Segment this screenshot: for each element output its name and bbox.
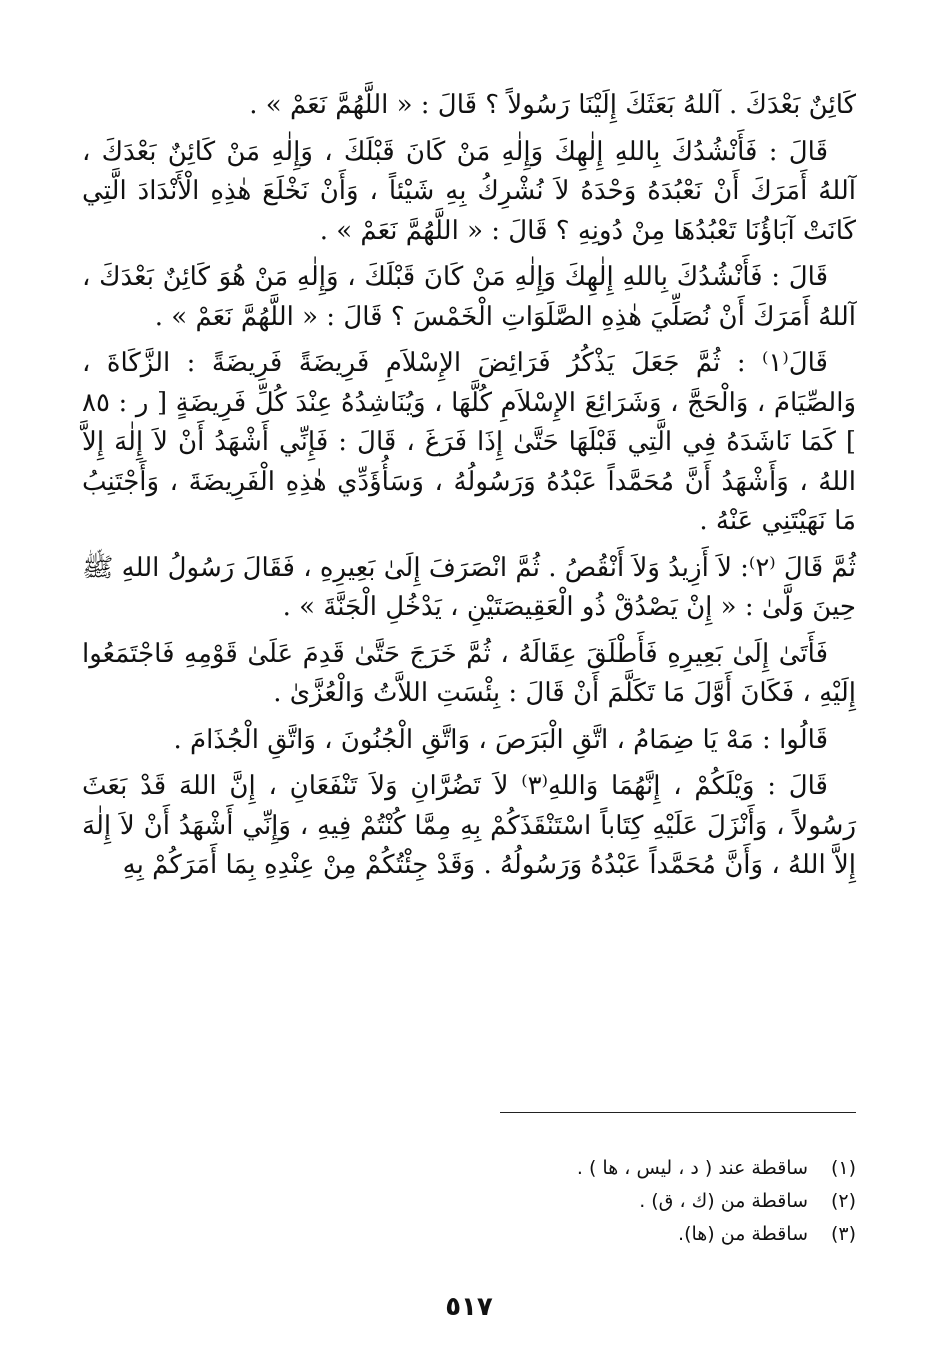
footnote-text: ساقطة من (ها). — [678, 1223, 808, 1245]
footnote-text: ساقطة من (ك ، ق) . — [639, 1190, 808, 1212]
paragraph: كَائِنٌ بَعْدَكَ . آللهُ بَعَثَكَ إِلَيْنَا رَسُولاً ؟ قَالَ : « اللَّهُمَّ نَعَمْ » . — [249, 90, 856, 120]
page-number: ٥١٧ — [445, 1292, 493, 1322]
footnote — [296, 1152, 856, 1185]
paragraph: قَالَ : فَأَنْشُدُكَ بِاللهِ إِلٰهِكَ وَإِلٰهِ مَنْ كَانَ قَبْلَكَ ، وَإِلٰهِ مَنْ هُوَ كَائِنٌ بَعْدَكَ ، آللهُ أَمَرَكَ أَنْ نُصَلِّيَ هٰذِهِ الصَّلَوَاتِ الْخَمْسَ ؟ قَالَ : « اللَّهُمَّ نَعَمْ » . — [82, 262, 856, 332]
paragraph: فَأَتَىٰ إِلَىٰ بَعِيرِهِ فَأَطْلَقَ عِقَالَهُ ، ثُمَّ خَرَجَ حَتَّىٰ قَدِمَ عَلَىٰ قَوْمِهِ فَاجْتَمَعُوا إِلَيْهِ ، فَكَانَ أَوَّلَ مَا تَكَلَّمَ أَنْ قَالَ : بِئْسَتِ اللاَّتُ وَالْعُزَّىٰ . — [82, 638, 856, 708]
main-text — [82, 86, 856, 893]
footnote-number: (٢) — [830, 1190, 856, 1212]
footnotes — [296, 1152, 856, 1251]
footnote-number: (١) — [830, 1157, 856, 1179]
paragraph: قَالَ⁽١⁾ : ثُمَّ جَعَلَ يَذْكُرُ فَرَائِضَ الإِسْلاَمِ فَرِيضَةً فَرِيضَةً : الزَّكَاةَ ، وَالصِّيَامَ ، وَالْحَجَّ ، وَشَرَائِعَ الإِسْلاَمِ كُلَّهَا ، وَيُنَاشِدُهُ عِنْدَ كُلِّ فَرِيضَةٍ [ ر : ٨٥ ] كَمَا نَاشَدَهُ فِي الَّتِي قَبْلَهَا حَتَّىٰ إِذَا فَرَغَ ، قَالَ : فَإِنِّي أَشْهَدُ أَنْ لاَ إِلٰهَ إِلاَّ اللهُ ، وَأَشْهَدُ أَنَّ مُحَمَّداً عَبْدُهُ وَرَسُولُهُ ، وَسَأُؤَدِّي هٰذِهِ الْفَرِيضَةَ ، وَأَجْتَنِبُ مَا نَهَيْتَنِي عَنْهُ . — [82, 348, 856, 536]
paragraph: قَالُوا : مَهْ يَا ضِمَامُ ، اتَّقِ الْبَرَصَ ، وَاتَّقِ الْجُنُونَ ، وَاتَّقِ الْجُذَامَ . — [173, 724, 828, 755]
footnote-text: ساقطة عند ( د ، ليس ، ها ) . — [576, 1157, 808, 1179]
paragraph: قَالَ : وَيْلَكُمْ ، إِنَّهُمَا وَاللهِ⁽٣⁾ لاَ تَضُرَّانِ وَلاَ تَنْفَعَانِ ، إِنَّ اللهَ قَدْ بَعَثَ رَسُولاً ، وَأَنْزَلَ عَلَيْهِ كِتَاباً اسْتَنْقَذَكُمْ بِهِ مِمَّا كُنْتُمْ فِيهِ ، وَإِنِّي أَشْهَدُ أَنْ لاَ إِلٰهَ إِلاَّ اللهُ ، وَأَنَّ مُحَمَّداً عَبْدُهُ وَرَسُولُهُ . وَقَدْ جِئْتُكُمْ مِنْ عِنْدِهِ بِمَا أَمَرَكُمْ بِهِ — [82, 771, 856, 880]
paragraph: قَالَ : فَأَنْشُدُكَ بِاللهِ إِلٰهِكَ وَإِلٰهِ مَنْ كَانَ قَبْلَكَ ، وَإِلٰهِ مَنْ كَائِنٌ بَعْدَكَ ، آللهُ أَمَرَكَ أَنْ نَعْبُدَهُ وَحْدَهُ لاَ نُشْرِكُ بِهِ شَيْئاً ، وَأَنْ نَخْلَعَ هٰذِهِ الْأَنْدَادَ الَّتِي كَانَتْ آبَاؤُنَا تَعْبُدُهَا مِنْ دُونِهِ ؟ قَالَ : « اللَّهُمَّ نَعَمْ » . — [82, 136, 856, 246]
footnote-number: (٣) — [830, 1223, 856, 1245]
footnote-divider — [500, 1112, 856, 1113]
paragraph: ثُمَّ قَالَ ⁽٢⁾: لاَ أَزِيدُ وَلاَ أَنْقُصُ . ثُمَّ انْصَرَفَ إِلَىٰ بَعِيرِهِ ، فَقَالَ رَسُولُ اللهِ ﷺ حِينَ وَلَّىٰ : « إِنْ يَصْدُقْ ذُو الْعَقِيصَتَيْنِ ، يَدْخُلِ الْجَنَّةَ » . — [82, 552, 856, 622]
footnote — [296, 1218, 856, 1251]
footnote — [296, 1185, 856, 1218]
